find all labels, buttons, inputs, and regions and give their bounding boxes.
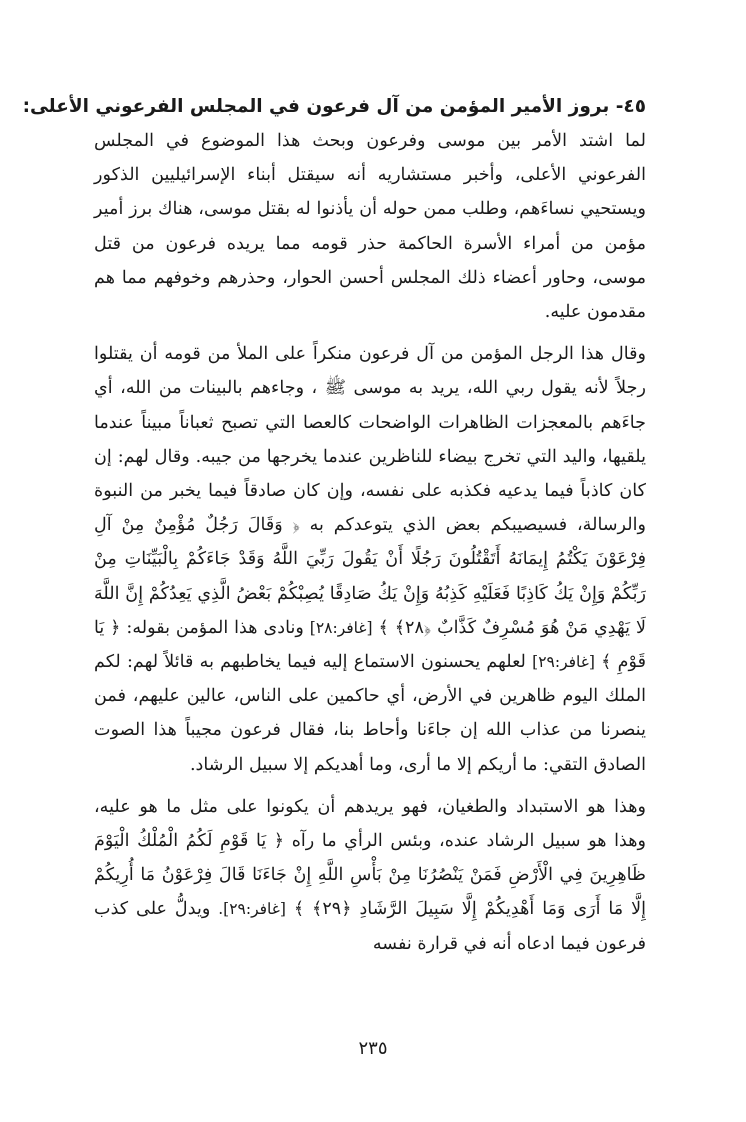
verse-reference-28: [غافر:٢٨]	[309, 618, 373, 637]
paragraph-3	[94, 790, 646, 961]
quran-verse-ghafir-29: ﴿ يَا قَوْمِ لَكُمُ الْمُلْكُ الْيَوْمَ ظَاهِرِينَ فِي الْأَرْضِ فَمَنْ يَنْصُرُنَا مِنْ بَأْسِ اللَّهِ إِنْ جَاءَنَا قَالَ فِرْعَوْنُ مَا أُرِيكُمْ إِلَّا مَا أَرَى وَمَا أَهْدِيكُمْ إِلَّا سَبِيلَ الرَّشَادِ ﴿٢٩﴾ ﴾	[94, 831, 647, 920]
section-heading: ٤٥- بروز الأمير المؤمن من آل فرعون في المجلس الفرعوني الأعلى:	[22, 96, 646, 117]
quran-verse-ya-qawmi: ﴿ يَا قَوْمِ ﴾	[94, 617, 647, 673]
paragraph-2	[94, 337, 646, 782]
page-number: ٢٣٥	[358, 1038, 388, 1059]
paragraph-2-text-2: ونادى هذا المؤمن بقوله:	[126, 617, 304, 638]
page-content	[22, 92, 647, 969]
paragraph-2-text-3: لعلهم يحسنون الاستماع إليه فيما يخاطبهم به قائلاً لهم: لكم الملك اليوم ظاهرين في الأرض، أي حاكمين على الناس، عالين عليهم، فمن ينصرنا من عذاب الله إن جاءَنا وأحاط بنا، فقال فرعون مجيباً هذا الصوت الصادق التقي: ما أريكم إلا ما أرى، وما أهديكم إلا سبيل الرشاد.	[94, 652, 646, 775]
paragraph-1: لما اشتد الأمر بين موسى وفرعون وبحث هذا الموضوع في المجلس الفرعوني الأعلى، وأخبر مستشاريه أنه سيقتل أبناء الإسرائيليين الذكور ويستحيي نساءَهم، وطلب ممن حوله أن يأذنوا له بقتل موسى، هناك برز أمير مؤمن من أمراء الأسرة الحاكمة حذر قومه مما يريده فرعون من قتل موسى، وحاور أعضاء ذلك المجلس أحسن الحوار، وحذرهم وخوفهم مما هم مقدمون عليه.	[94, 131, 646, 323]
verse-reference-29: [غافر:٢٩]	[532, 653, 595, 672]
quran-verse-ghafir-28: ﴿ وَقَالَ رَجُلٌ مُؤْمِنٌ مِنْ آلِ فِرْعَوْنَ يَكْتُمُ إِيمَانَهُ أَتَقْتُلُونَ رَجُلًا أَنْ يَقُولَ رَبِّيَ اللَّهُ وَقَدْ جَاءَكُمْ بِالْبَيِّنَاتِ مِنْ رَبِّكُمْ وَإِنْ يَكُ كَاذِبًا فَعَلَيْهِ كَذِبُهُ وَإِنْ يَكُ صَادِقًا يُصِبْكُمْ بَعْضُ الَّذِي يَعِدُكُمْ إِنَّ اللَّهَ لَا يَهْدِي مَنْ هُوَ مُسْرِفٌ كَذَّابٌ ﴿٢٨﴾ ﴾	[94, 515, 646, 638]
paragraph-2-text-1: وقال هذا الرجل المؤمن من آل فرعون منكراً على الملأ من قومه أن يقتلوا رجلاً لأنه يقول ربي الله، يريد به موسى ﷺ ، وجاءهم بالبينات من الله، أي جاءَهم بالمعجزات الظاهرات الواضحات كالعصا التي تصبح ثعباناً مبيناً عندما يلقيها، واليد التي تخرج بيضاء للناظرين عندما يخرجها من جيبه. وقال لهم: إن كان كاذباً فيما يدعيه فكذبه على نفسه، وإن كان صادقاً فيما يخبر من النبوة والرسالة، فسيصيبكم بعض الذي يتوعدكم به	[94, 344, 647, 536]
verse-reference-29-b: [غافر:٢٩].	[218, 900, 286, 919]
paragraph-3-text-1: وهذا هو الاستبداد والطغيان، فهو يريدهم أن يكونوا على مثل ما هو عليه، وهذا هو سبيل الرشاد عنده، وبئس الرأي ما رآه	[94, 796, 647, 852]
paragraph-3-text-2: ويدلُّ على كذب فرعون فيما ادعاه أنه في قرارة نفسه	[94, 899, 646, 954]
